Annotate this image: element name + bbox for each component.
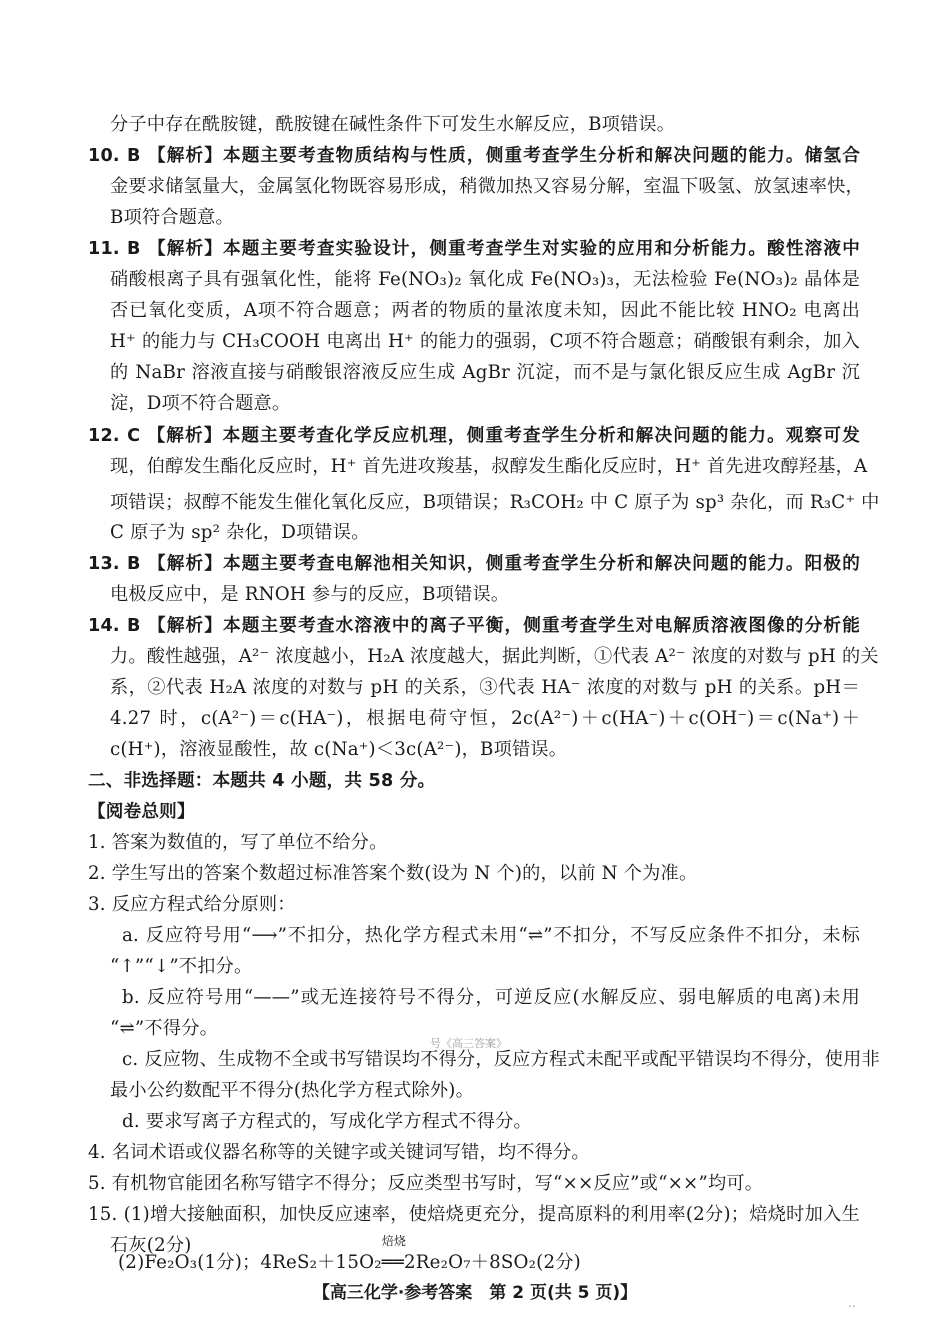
- equation-right: 2Re₂O₇＋8SO₂(2分): [404, 1252, 581, 1273]
- equation-left: (2)Fe₂O₃(1分)；4ReS₂＋15O₂: [118, 1252, 382, 1273]
- rule-4: 4. 名词术语或仪器名称等的关键字或关键词写错，均不得分。: [88, 1142, 590, 1163]
- text-line: “⇌”不得分。: [110, 1018, 218, 1039]
- text-line: H⁺ 的能力与 CH₃COOH 电离出 H⁺ 的能力的强弱，C项不符合题意；硝酸银有剩余，加入: [110, 331, 860, 352]
- text-line: 的 NaBr 溶液直接与硝酸银溶液反应生成 AgBr 沉淀，而不是与氯化银反应生成 AgBr 沉: [110, 362, 860, 383]
- grading-rules-heading: 【阅卷总则】: [88, 802, 195, 822]
- rule-5: 5. 有机物官能团名称写错字不得分；反应类型书写时，写“××反应”或“××”均可。: [88, 1173, 764, 1194]
- text-line: c(H⁺)，溶液显酸性，故 c(Na⁺)＜3c(A²⁻)，B项错误。: [110, 739, 568, 760]
- section-heading: 二、非选择题：本题共 4 小题，共 58 分。: [88, 771, 436, 791]
- text-line: 项错误；叔醇不能发生催化氧化反应，B项错误；R₃COH₂ 中 C 原子为 sp³ 杂化，而 R₃C⁺ 中: [110, 492, 880, 513]
- text-line: 金要求储氢量大，金属氢化物既容易形成，稍微加热又容易分解，室温下吸氢、放氢速率快，: [110, 176, 864, 197]
- text-line: 现，伯醇发生酯化反应时，H⁺ 首先进攻羧基，叔醇发生酯化反应时，H⁺ 首先进攻醇羟基，A: [110, 456, 868, 477]
- corner-mark: ..: [848, 1296, 856, 1310]
- rule-1: 1. 答案为数值的，写了单位不给分。: [88, 832, 388, 853]
- text-line: 最小公约数配平不得分(热化学方程式除外)。: [110, 1080, 474, 1101]
- question-11-header: 11. B 【解析】本题主要考查实验设计，侧重考查学生对实验的应用和分析能力。酸性溶液中: [88, 239, 860, 259]
- rule-3a: a. 反应符号用“⟶”不扣分，热化学方程式未用“⇌”不扣分，不写反应条件不扣分，未标: [122, 925, 860, 946]
- reaction-arrow: [381, 1234, 407, 1276]
- rule-3d: d. 要求写离子方程式的，写成化学方程式不得分。: [122, 1111, 532, 1132]
- question-14-header: 14. B 【解析】本题主要考查水溶液中的离子平衡，侧重考查学生对电解质溶液图像的分析能: [88, 616, 860, 636]
- text-line: 分子中存在酰胺键，酰胺键在碱性条件下可发生水解反应，B项错误。: [110, 114, 676, 135]
- text-line: 电极反应中，是 RNOH 参与的反应，B项错误。: [110, 584, 510, 605]
- text-line: 力。酸性越强，A²⁻ 浓度越小，H₂A 浓度越大，据此判断，①代表 A²⁻ 浓度的对数与 pH 的关: [110, 646, 879, 667]
- text-line: 否已氧化变质，A项不符合题意；两者的物质的量浓度未知，因此不能比较 HNO₂ 电离出: [110, 300, 860, 321]
- rule-3c: c. 反应物、生成物不全或书写错误均不得分，反应方程式未配平或配平错误均不得分，使用非: [122, 1049, 880, 1070]
- text-line: 系，②代表 H₂A 浓度的对数与 pH 的关系，③代表 HA⁻ 浓度的对数与 pH 的关系。pH＝: [110, 677, 860, 698]
- text-line: 淀，D项不符合题意。: [110, 393, 291, 414]
- question-12-header: 12. C 【解析】本题主要考查化学反应机理，侧重考查学生分析和解决问题的能力。观察可发: [88, 426, 860, 446]
- equals-sign: ══: [381, 1252, 405, 1273]
- rule-2: 2. 学生写出的答案个数超过标准答案个数(设为 N 个)的，以前 N 个为准。: [88, 863, 698, 884]
- page-footer: 【高三化学·参考答案 第 2 页(共 5 页)】: [312, 1283, 638, 1303]
- rule-3: 3. 反应方程式给分原则：: [88, 894, 296, 915]
- question-10-header: 10. B 【解析】本题主要考查物质结构与性质，侧重考查学生分析和解决问题的能力。储氢合: [88, 146, 860, 166]
- text-line: “↑”“↓”不扣分。: [110, 956, 253, 977]
- text-line: B项符合题意。: [110, 207, 234, 228]
- text-line: 石灰(2分): [110, 1235, 192, 1256]
- reaction-condition: 焙烧: [381, 1234, 407, 1248]
- text-line: C 原子为 sp² 杂化，D项错误。: [110, 522, 370, 543]
- question-13-header: 13. B 【解析】本题主要考查电解池相关知识，侧重考查学生分析和解决问题的能力。阳极的: [88, 554, 860, 574]
- text-line: 硝酸根离子具有强氧化性，能将 Fe(NO₃)₂ 氧化成 Fe(NO₃)₃，无法检验 Fe(NO₃)₂ 晶体是: [110, 269, 860, 290]
- watermark: 号《高三答案》: [430, 1037, 507, 1050]
- rule-3b: b. 反应符号用“——”或无连接符号不得分，可逆反应(水解反应、弱电解质的电离)未用: [122, 987, 860, 1008]
- question-15-part-1: 15. (1)增大接触面积，加快反应速率，使焙烧更充分，提高原料的利用率(2分)；焙烧时加入生: [88, 1204, 860, 1225]
- text-line: 4.27 时，c(A²⁻)＝c(HA⁻)，根据电荷守恒，2c(A²⁻)＋c(HA⁻)＋c(OH⁻)＝c(Na⁺)＋: [110, 708, 860, 729]
